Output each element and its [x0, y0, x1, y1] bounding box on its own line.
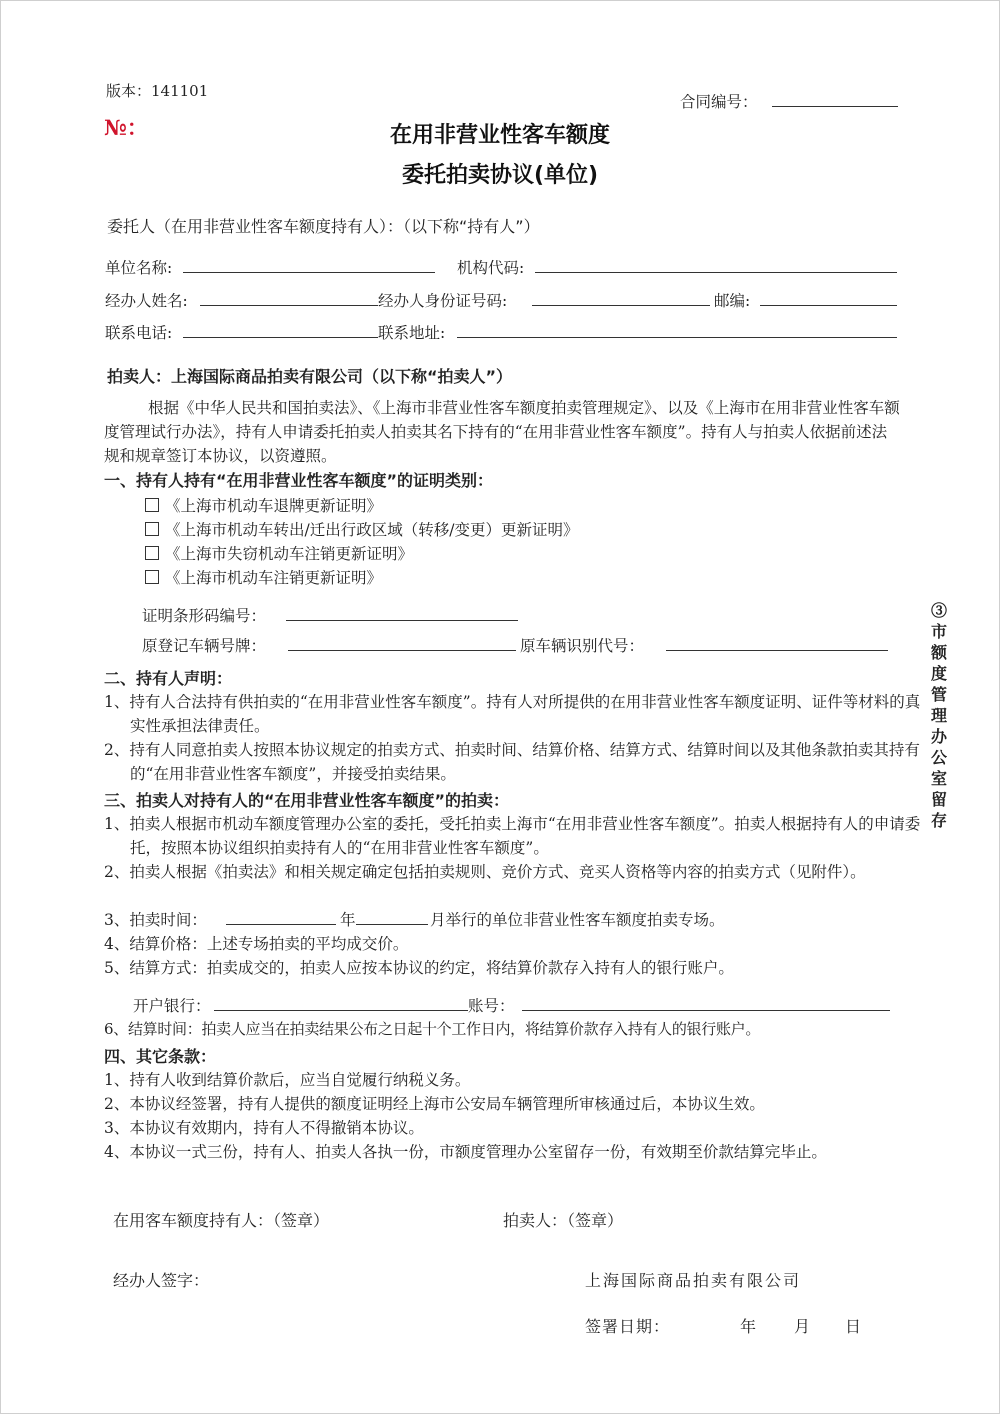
org-code-field[interactable] — [535, 258, 897, 273]
section2-heading: 二、持有人声明： — [104, 669, 233, 688]
auction-year-field[interactable] — [226, 910, 336, 925]
other-item-2: 2、本协议经签署，持有人提供的额度证明经上海市公安局车辆管理所审核通过后，本协议生效。 — [104, 1095, 765, 1113]
sign-date-year: 年 — [740, 1317, 757, 1336]
other-item-4: 4、本协议一式三份，持有人、拍卖人各执一份，市额度管理办公室留存一份，有效期至价款结算完毕止。 — [104, 1143, 827, 1161]
version-label: 版本：141101 — [106, 82, 209, 100]
sign-date-day: 日 — [845, 1317, 862, 1336]
settlement-method: 5、结算方式：拍卖成交的，拍卖人应按本协议的约定，将结算价款存入持有人的银行账户。 — [104, 959, 734, 977]
bank-field[interactable] — [214, 996, 468, 1011]
cert-option-4[interactable]: 《上海市机动车注销更新证明》 — [145, 566, 382, 588]
auctioneer-signature-label: 拍卖人：（签章） — [503, 1211, 624, 1230]
checkbox-icon[interactable] — [145, 546, 159, 560]
checkbox-icon[interactable] — [145, 522, 159, 536]
auction-time-label: 3、拍卖时间： — [104, 911, 207, 929]
contract-number-label: 合同编号： — [680, 93, 758, 111]
page-title: 在用非营业性客车额度 — [389, 123, 610, 148]
principal-heading: 委托人（在用非营业性客车额度持有人）：（以下称“持有人”） — [107, 217, 540, 236]
sign-date-month: 月 — [794, 1317, 811, 1336]
account-field[interactable] — [522, 996, 890, 1011]
unit-name-label: 单位名称: — [105, 259, 173, 277]
address-field[interactable] — [457, 323, 897, 338]
phone-field[interactable] — [183, 323, 378, 338]
section3-heading: 三、拍卖人对持有人的“在用非营业性客车额度”的拍卖： — [104, 791, 510, 810]
barcode-label: 证明条形码编号： — [142, 607, 267, 625]
unit-name-field[interactable] — [183, 258, 435, 273]
vin-label: 原车辆识别代号： — [520, 637, 645, 655]
declaration-item-1: 1、持有人合法持有供拍卖的“在用非营业性客车额度”。持有人对所提供的在用非营业性客车额度证明、证件等材料的真实性承担法律责任。 — [104, 693, 921, 735]
postcode-field[interactable] — [760, 291, 897, 306]
cert-option-3[interactable]: 《上海市失窃机动车注销更新证明》 — [145, 542, 413, 564]
org-code-label: 机构代码: — [457, 259, 525, 277]
auctioneer-heading: 拍卖人：上海国际商品拍卖有限公司（以下称“拍卖人”） — [107, 367, 513, 386]
vin-field[interactable] — [666, 636, 888, 651]
plate-label: 原登记车辆号牌： — [142, 637, 267, 655]
address-label: 联系地址: — [378, 324, 446, 342]
auction-year-label: 年 — [340, 911, 356, 929]
auction-item-1: 1、拍卖人根据市机动车额度管理办公室的委托，受托拍卖上海市“在用非营业性客车额度”。拍卖人根据持有人的申请委托，按照本协议组织拍卖持有人的“在用非营业性客车额度”。 — [104, 815, 921, 857]
sign-date-label: 签署日期： — [585, 1317, 671, 1336]
other-item-1: 1、持有人收到结算价款后，应当自觉履行纳税义务。 — [104, 1071, 471, 1089]
account-label: 账号： — [468, 997, 515, 1015]
number-mark: №： — [104, 115, 148, 140]
page-subtitle: 委托拍卖协议(单位) — [401, 163, 599, 188]
plate-field[interactable] — [288, 636, 516, 651]
section1-heading: 一、持有人持有“在用非营业性客车额度”的证明类别： — [104, 471, 494, 490]
other-item-3: 3、本协议有效期内，持有人不得撤销本协议。 — [104, 1119, 424, 1137]
auction-item-2: 2、拍卖人根据《拍卖法》和相关规定确定包括拍卖规则、竞价方式、竞买人资格等内容的拍卖方式（见附件）。 — [104, 863, 866, 881]
declaration-item-2: 2、持有人同意拍卖人按照本协议规定的拍卖方式、拍卖时间、结算价格、结算方式、结算时间以及其他条款拍卖其持有的“在用非营业性客车额度”，并接受拍卖结果。 — [104, 741, 920, 783]
cert-option-1[interactable]: 《上海市机动车退牌更新证明》 — [145, 494, 382, 516]
checkbox-icon[interactable] — [145, 498, 159, 512]
company-name: 上海国际商品拍卖有限公司 — [585, 1271, 802, 1290]
intro-paragraph: 根据《中华人民共和国拍卖法》、《上海市非营业性客车额度拍卖管理规定》、以及《上海市在用非营业性客车额度管理试行办法》，持有人申请委托拍卖人拍卖其名下持有的“在用非营业性客车额度”。持有人与拍卖人依据前述法规和规章签订本协议，以资遵照。 — [104, 399, 900, 465]
auction-time-rest: 月举行的单位非营业性客车额度拍卖专场。 — [430, 911, 725, 929]
settlement-time: 6、结算时间：拍卖人应当在拍卖结果公布之日起十个工作日内，将结算价款存入持有人的银行账户。 — [104, 1020, 761, 1038]
phone-label: 联系电话: — [105, 324, 173, 342]
agent-signature-label: 经办人签字： — [113, 1271, 210, 1290]
holder-signature-label: 在用客车额度持有人：（签章） — [113, 1211, 330, 1230]
checkbox-icon[interactable] — [145, 570, 159, 584]
settlement-price: 4、结算价格：上述专场拍卖的平均成交价。 — [104, 935, 409, 953]
copy-retention-note: ③市额度管理办公室留存 — [930, 601, 947, 830]
agent-name-field[interactable] — [200, 291, 378, 306]
bank-label: 开户银行： — [133, 997, 211, 1015]
postcode-label: 邮编: — [714, 292, 751, 310]
agent-id-field[interactable] — [532, 291, 710, 306]
agent-name-label: 经办人姓名: — [105, 292, 188, 310]
cert-option-2[interactable]: 《上海市机动车转出/迁出行政区域（转移/变更）更新证明》 — [145, 518, 578, 540]
contract-number-field[interactable] — [772, 92, 898, 107]
agent-id-label: 经办人身份证号码: — [378, 292, 508, 310]
auction-month-field[interactable] — [356, 910, 428, 925]
barcode-field[interactable] — [286, 606, 518, 621]
section4-heading: 四、其它条款： — [104, 1047, 217, 1066]
